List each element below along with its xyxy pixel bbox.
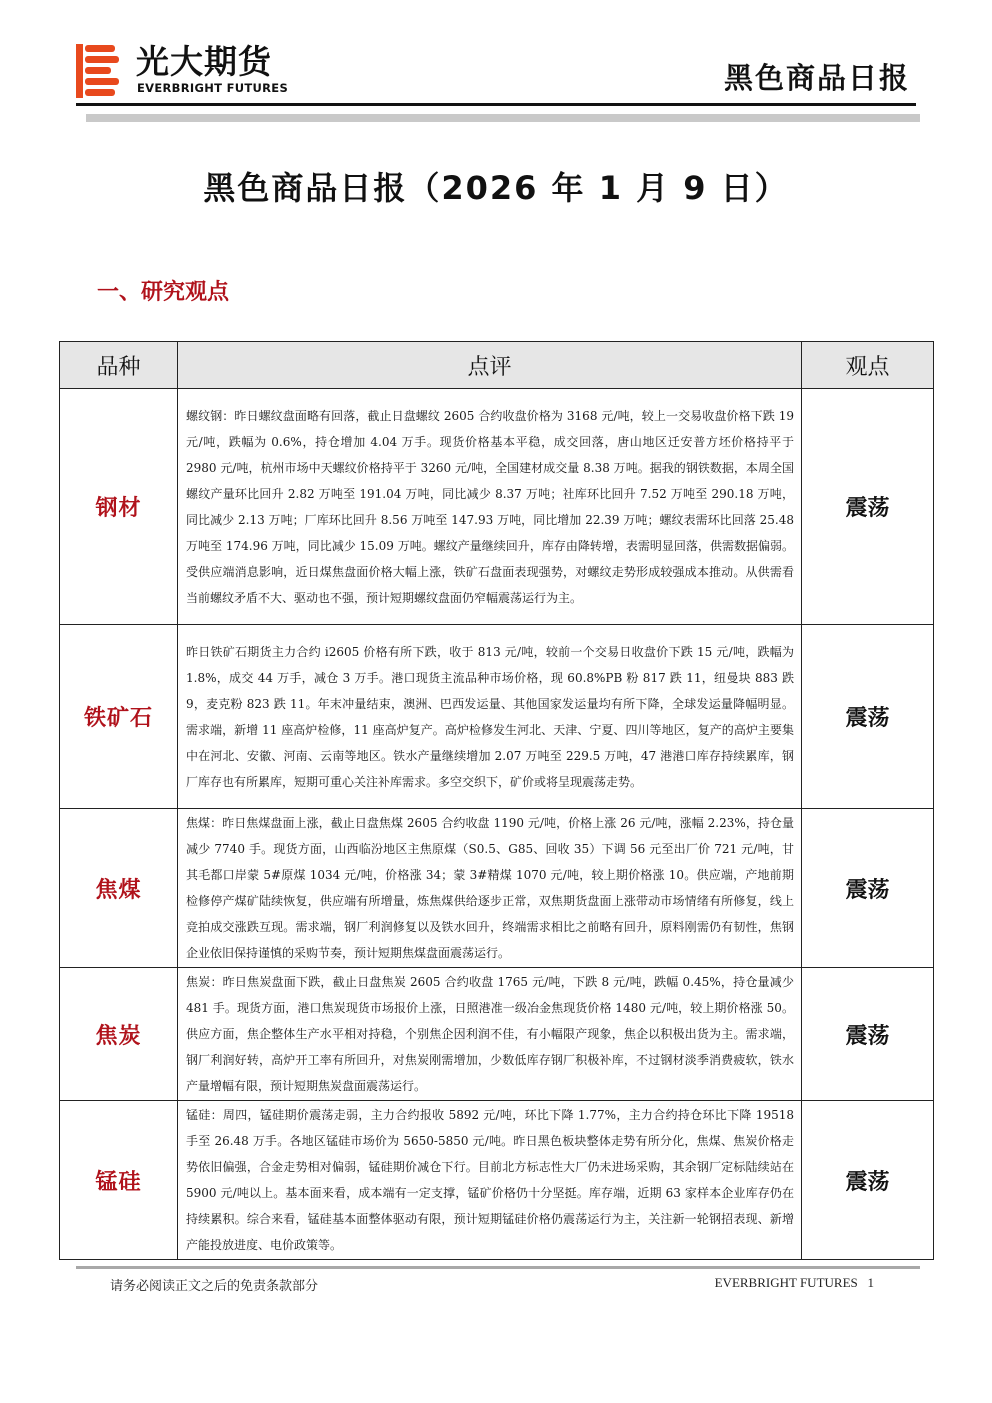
variety-cell: 焦炭 bbox=[60, 968, 178, 1101]
view-cell: 震荡 bbox=[802, 968, 934, 1101]
research-view-table bbox=[59, 341, 934, 1260]
report-name: 黑色商品日报 bbox=[723, 61, 910, 95]
header-view: 观点 bbox=[802, 342, 934, 389]
section-title: 一、研究观点 bbox=[97, 280, 230, 305]
page-header bbox=[0, 0, 992, 130]
company-name-en: EVERBRIGHT FUTURES bbox=[137, 81, 289, 95]
variety-cell: 铁矿石 bbox=[60, 625, 178, 809]
table-row bbox=[60, 809, 934, 968]
footer-brand: EVERBRIGHT FUTURES bbox=[714, 1275, 858, 1290]
comment-cell: 焦煤：昨日焦煤盘面上涨，截止日盘焦煤 2605 合约收盘 1190 元/吨，价格上涨 26 元/吨，涨幅 2.23%，持仓量减少 7740 手。现货方面，山西临汾地区主焦原煤（S0.5、G85、回收 35）下调 56 元至出厂价 721 元/吨，甘其毛都口岸蒙 5#原煤 1034 元/吨，价格涨 34；蒙 3#精煤 1070 元/吨，较上期价格涨 10。供应端，产地前期检修停产煤矿陆续恢复，供应端有所增量，炼焦煤供给逐步正常，双焦期货盘面上涨带动市场情绪有所修复，线上竞拍成交涨跌互现。需求端，钢厂利润修复以及铁水回升，终端需求相比之前略有回升，原料刚需仍有韧性，焦钢企业依旧保持谨慎的采购节奏，预计短期焦煤盘面震荡运行。 bbox=[178, 809, 802, 968]
header-shadow-bar bbox=[86, 114, 920, 122]
table-row bbox=[60, 625, 934, 809]
company-name-cn: 光大期货 bbox=[136, 42, 272, 81]
header-variety: 品种 bbox=[60, 342, 178, 389]
variety-cell: 钢材 bbox=[60, 389, 178, 625]
footer-brand-page bbox=[715, 1275, 874, 1291]
footer-divider bbox=[76, 1266, 920, 1269]
page-number: 1 bbox=[867, 1275, 874, 1290]
view-cell: 震荡 bbox=[802, 1101, 934, 1260]
comment-cell: 锰硅：周四，锰硅期价震荡走弱，主力合约报收 5892 元/吨，环比下降 1.77%，主力合约持仓环比下降 19518 手至 26.48 万手。各地区锰硅市场价为 5650-5850 元/吨。昨日黑色板块整体走势有所分化，焦煤、焦炭价格走势依旧偏强，合金走势相对偏弱，锰硅期价减仓下行。目前北方标志性大厂仍未进场采购，其余钢厂定标陆续站在 5900 元/吨以上。基本面来看，成本端有一定支撑，锰矿价格仍十分坚挺。库存端，近期 63 家样本企业库存仍在持续累积。综合来看，锰硅基本面整体驱动有限，预计短期锰硅价格仍震荡运行为主，关注新一轮钢招表现、新增产能投放进度、电价政策等。 bbox=[178, 1101, 802, 1260]
page-title: 黑色商品日报（2026 年 1 月 9 日） bbox=[203, 169, 789, 207]
variety-cell: 锰硅 bbox=[60, 1101, 178, 1260]
everbright-logo-icon bbox=[76, 44, 120, 98]
view-cell: 震荡 bbox=[802, 809, 934, 968]
header-divider bbox=[76, 103, 916, 106]
header-comment: 点评 bbox=[178, 342, 802, 389]
comment-cell: 焦炭：昨日焦炭盘面下跌，截止日盘焦炭 2605 合约收盘 1765 元/吨，下跌 8 元/吨，跌幅 0.45%，持仓量减少 481 手。现货方面，港口焦炭现货市场报价上涨，日照港准一级冶金焦现货价格 1480 元/吨，较上期价格涨 50。供应方面，焦企整体生产水平相对持稳，个别焦企因利润不佳，有小幅限产现象，焦企以积极出货为主。需求端，钢厂利润好转，高炉开工率有所回升，对焦炭刚需增加，少数低库存钢厂积极补库，不过钢材淡季消费疲软，铁水产量增幅有限，预计短期焦炭盘面震荡运行。 bbox=[178, 968, 802, 1101]
variety-cell: 焦煤 bbox=[60, 809, 178, 968]
table-row bbox=[60, 968, 934, 1101]
table-row bbox=[60, 1101, 934, 1260]
view-cell: 震荡 bbox=[802, 389, 934, 625]
view-cell: 震荡 bbox=[802, 625, 934, 809]
disclaimer-note: 请务必阅读正文之后的免责条款部分 bbox=[110, 1279, 319, 1294]
comment-cell: 螺纹钢：昨日螺纹盘面略有回落，截止日盘螺纹 2605 合约收盘价格为 3168 元/吨，较上一交易收盘价格下跌 19 元/吨，跌幅为 0.6%，持仓增加 4.04 万手。现货价格基本平稳，成交回落，唐山地区迁安普方坯价格持平于 2980 元/吨，杭州市场中天螺纹价格持平于 3260 元/吨，全国建材成交量 8.38 万吨。据我的钢铁数据，本周全国螺纹产量环比回升 2.82 万吨至 191.04 万吨，同比减少 8.37 万吨；社库环比回升 7.52 万吨至 290.18 万吨，同比减少 2.13 万吨；厂库环比回升 8.56 万吨至 147.93 万吨，同比增加 22.39 万吨；螺纹表需环比回落 25.48 万吨至 174.96 万吨，同比减少 15.09 万吨。螺纹产量继续回升，库存由降转增，表需明显回落，供需数据偏弱。受供应端消息影响，近日煤焦盘面价格大幅上涨，铁矿石盘面表现强势，对螺纹走势形成较强成本推动。从供需看当前螺纹矛盾不大、驱动也不强，预计短期螺纹盘面仍窄幅震荡运行为主。 bbox=[178, 389, 802, 625]
comment-cell: 昨日铁矿石期货主力合约 i2605 价格有所下跌，收于 813 元/吨，较前一个交易日收盘价下跌 15 元/吨，跌幅为 1.8%，成交 44 万手，减仓 3 万手。港口现货主流品种市场价格，现 60.8%PB 粉 817 跌 11，纽曼块 883 跌 9，麦克粉 823 跌 11。年末冲量结束，澳洲、巴西发运量、其他国家发运量均有所下降，全球发运量降幅明显。需求端，新增 11 座高炉检修，11 座高炉复产。高炉检修发生河北、天津、宁夏、四川等地区，复产的高炉主要集中在河北、安徽、河南、云南等地区。铁水产量继续增加 2.07 万吨至 229.5 万吨，47 港港口库存持续累库，钢厂库存也有所累库，短期可重心关注补库需求。多空交织下，矿价或将呈现震荡走势。 bbox=[178, 625, 802, 809]
table-header-row bbox=[60, 342, 934, 389]
table-row bbox=[60, 389, 934, 625]
